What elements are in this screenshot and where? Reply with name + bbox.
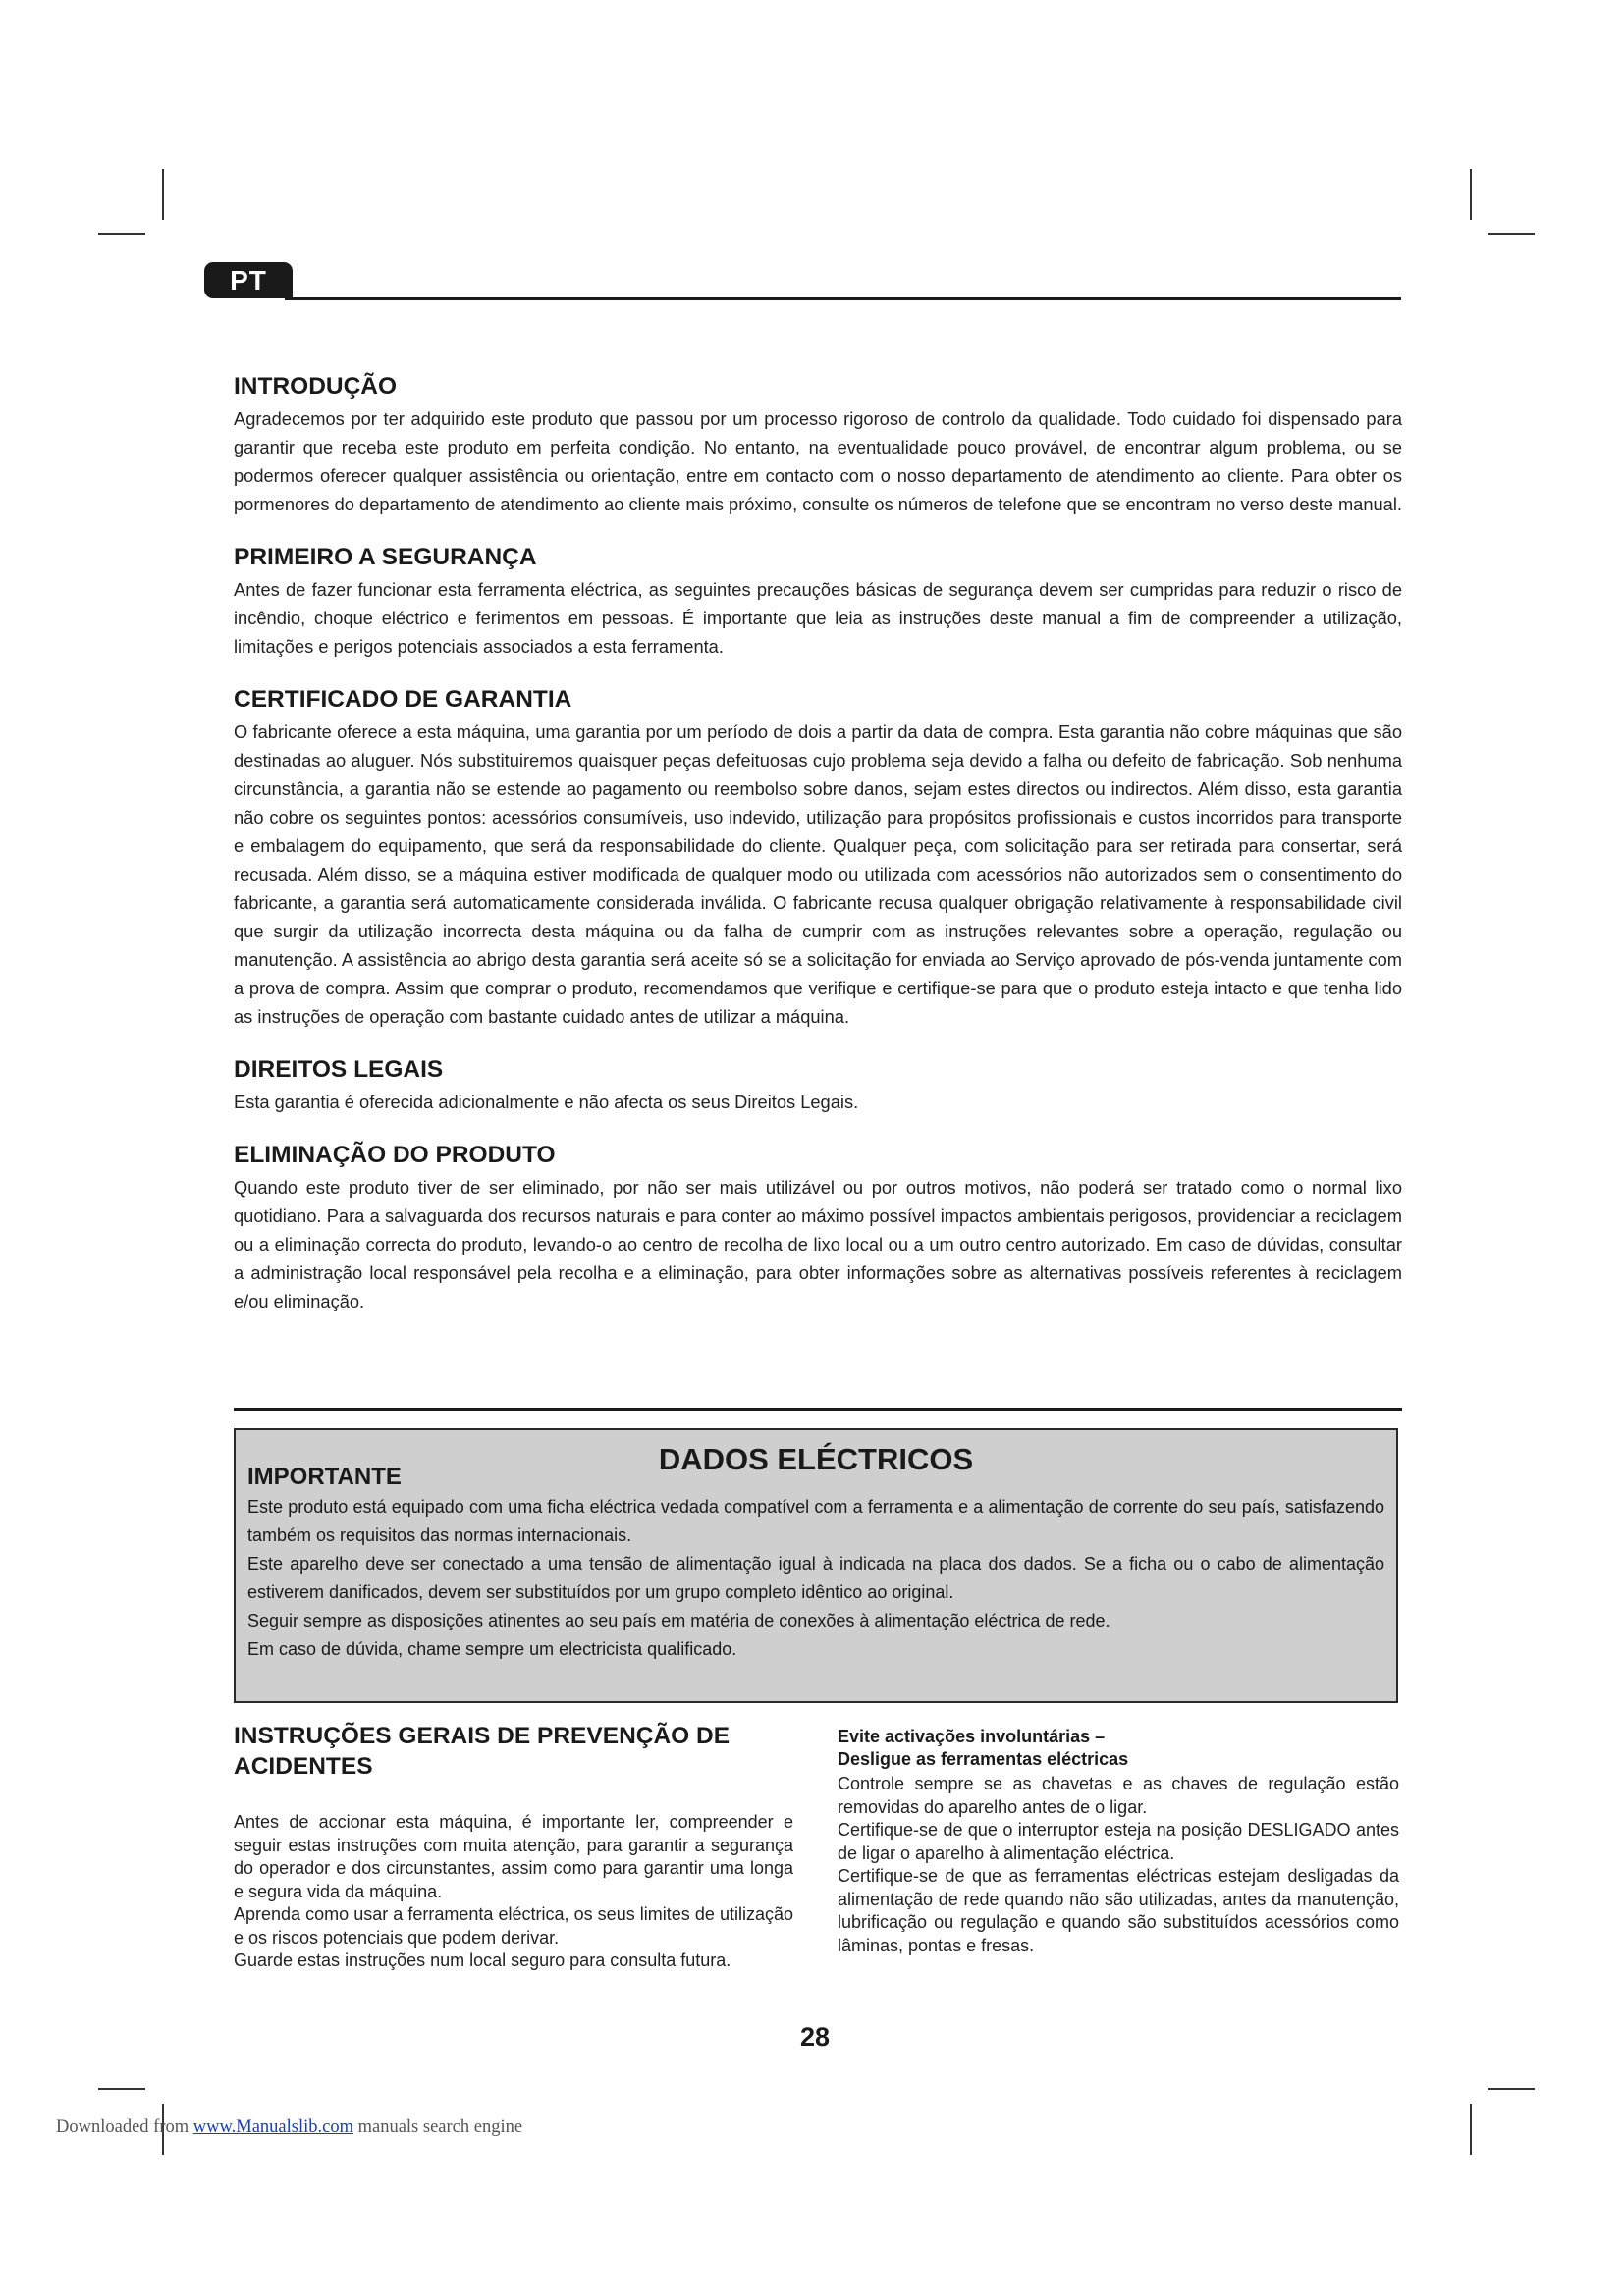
section-text: Esta garantia é oferecida adicionalmente e não afecta os seus Direitos Legais.	[234, 1092, 859, 1112]
left-column-paragraph: Guarde estas instruções num local seguro para consulta futura.	[234, 1950, 731, 1970]
left-column-paragraph: Aprenda como usar a ferramenta eléctrica, os seus limites de utilização e os riscos potenciais que podem derivar.	[234, 1904, 793, 1948]
right-column-paragraph: Certifique-se de que o interruptor esteja na posição DESLIGADO antes de ligar o aparelho à alimentação eléctrica.	[838, 1820, 1399, 1863]
section-heading: PRIMEIRO A SEGURANÇA	[234, 544, 537, 570]
section-garantia	[234, 686, 1402, 1031]
section-seguranca	[234, 544, 1402, 661]
right-column-paragraph: Controle sempre se as chavetas e as chaves de regulação estão removidas do aparelho antes de o ligar.	[838, 1774, 1399, 1817]
section-introducao	[234, 373, 1402, 518]
page-number: 28	[799, 2022, 831, 2052]
crop-mark	[1470, 2104, 1472, 2155]
crop-mark	[162, 169, 164, 220]
electrical-data-box	[234, 1428, 1398, 1703]
left-column-paragraph: Antes de accionar esta máquina, é importante ler, compreender e seguir estas instruções com muita atenção, para garantir a segurança do operador e dos circunstantes, assim como para garantir uma longa e segura vida da máquina.	[234, 1812, 793, 1901]
box-paragraph: Este produto está equipado com uma ficha eléctrica vedada compatível com a ferramenta e a alimentação de corrente do seu país, satisfazendo também os requisitos das normas internacionais.	[247, 1497, 1384, 1545]
language-tab: PT	[204, 262, 293, 298]
crop-mark	[1470, 169, 1472, 220]
footer	[56, 2117, 522, 2138]
left-column	[234, 1721, 793, 1973]
section-direitos-legais	[234, 1056, 1402, 1116]
left-column-heading: INSTRUÇÕES GERAIS DE PREVENÇÃO DE ACIDENTES	[234, 1723, 731, 1780]
box-paragraph: Em caso de dúvida, chame sempre um electricista qualificado.	[247, 1639, 737, 1659]
footer-link[interactable]: www.Manualslib.com	[192, 2117, 353, 2137]
footer-suffix: manuals search engine	[357, 2117, 523, 2137]
section-heading: CERTIFICADO DE GARANTIA	[234, 686, 572, 713]
footer-prefix: Downloaded from	[56, 2117, 189, 2137]
section-text: O fabricante oferece a esta máquina, uma garantia por um período de dois a partir da data de compra. Esta garantia não cobre máquinas que são destinadas ao aluguer. Nós substituiremos quaisquer peças defeituosas cujo problema seja devido a falha ou defeito de fabricação. Sob nenhuma circunstância, a garantia não se estende ao pagamento ou reembolso sobre danos, sejam estes directos ou indirectos. Além disso, esta garantia não cobre os seguintes pontos: acessórios consumíveis, uso indevido, utilização para propósitos profissionais e custos incorridos para transporte e embalagem do equipamento, que será da responsabilidade do cliente. Qualquer peça, com solicitação para ser retirada para consertar, será recusada. Além disso, se a máquina estiver modificada de qualquer modo ou utilizada com acessórios não autorizados sem o consentimento do fabricante, a garantia será automaticamente considerada inválida. O fabricante recusa qualquer obrigação relativamente à responsabilidade civil que surgir da utilização incorrecta desta máquina ou da falha de cumprir com as instruções relevantes sobre a operação, regulação ou manutenção. A assistência ao abrigo desta garantia será aceite só se a solicitação for enviada ao Serviço aprovado de pós-venda juntamente com a prova de compra. Assim que comprar o produto, recomendamos que verifique e certifique-se para que o produto esteja intacto e que tenha lido as instruções de operação com bastante cuidado antes de utilizar a máquina.	[234, 721, 1402, 1027]
crop-mark	[1488, 2088, 1535, 2090]
crop-mark	[1488, 233, 1535, 235]
main-content	[234, 373, 1402, 1341]
section-text: Agradecemos por ter adquirido este produto que passou por um processo rigoroso de controlo da qualidade. Todo cuidado foi dispensado para garantir que receba este produto em perfeita condição. No entanto, na eventualidade pouco provável, de encontrar algum problema, ou se podermos oferecer qualquer assistência ou orientação, entre em contacto com o nosso departamento de atendimento ao cliente. Para obter os pormenores do departamento de atendimento ao cliente mais próximo, consulte os números de telefone que se encontram no verso deste manual.	[234, 408, 1402, 514]
box-subheading: IMPORTANTE	[247, 1464, 402, 1490]
right-column-heading: Evite activações involuntárias –	[838, 1727, 1106, 1746]
box-paragraph: Este aparelho deve ser conectado a uma tensão de alimentação igual à indicada na placa dos dados. Se a ficha ou o cabo de alimentação estiverem danificados, devem ser substituídos por um grupo completo idêntico ao original.	[247, 1554, 1384, 1602]
box-title: DADOS ELÉCTRICOS	[658, 1442, 974, 1476]
box-paragraph: Seguir sempre as disposições atinentes ao seu país em matéria de conexões à alimentação eléctrica de rede.	[247, 1611, 1110, 1630]
section-eliminacao	[234, 1142, 1402, 1315]
crop-mark	[98, 2088, 145, 2090]
section-text: Antes de fazer funcionar esta ferramenta eléctrica, as seguintes precauções básicas de segurança devem ser cumpridas para reduzir o risco de incêndio, choque eléctrico e ferimentos em pessoas. É importante que leia as instruções deste manual a fim de compreender a utilização, limitações e perigos potenciais associados a esta ferramenta.	[234, 579, 1402, 657]
section-heading: DIREITOS LEGAIS	[234, 1056, 444, 1083]
right-column	[838, 1726, 1399, 1957]
section-heading: INTRODUÇÃO	[234, 373, 398, 400]
right-column-paragraph: Certifique-se de que as ferramentas eléctricas estejam desligadas da alimentação de rede quando não são utilizadas, antes da manutenção, lubrificação ou regulação e quando são substituídos acessórios como lâminas, pontas e fresas.	[838, 1866, 1399, 1955]
crop-mark	[98, 233, 145, 235]
right-column-heading: Desligue as ferramentas eléctricas	[838, 1749, 1129, 1769]
header-rule	[285, 297, 1401, 300]
section-divider	[234, 1408, 1402, 1411]
section-text: Quando este produto tiver de ser eliminado, por não ser mais utilizável ou por outros motivos, não poderá ser tratado como o normal lixo quotidiano. Para a salvaguarda dos recursos naturais e para conter ao máximo possível impactos ambientais perigosos, providenciar a reciclagem ou a eliminação correcta do produto, levando-o ao centro de recolha de lixo local ou a um outro centro autorizado. Em caso de dúvidas, consultar a administração local responsável pela recolha e a eliminação, para obter informações sobre as alternativas possíveis referentes à reciclagem e/ou eliminação.	[234, 1177, 1402, 1311]
section-heading: ELIMINAÇÃO DO PRODUTO	[234, 1142, 556, 1168]
